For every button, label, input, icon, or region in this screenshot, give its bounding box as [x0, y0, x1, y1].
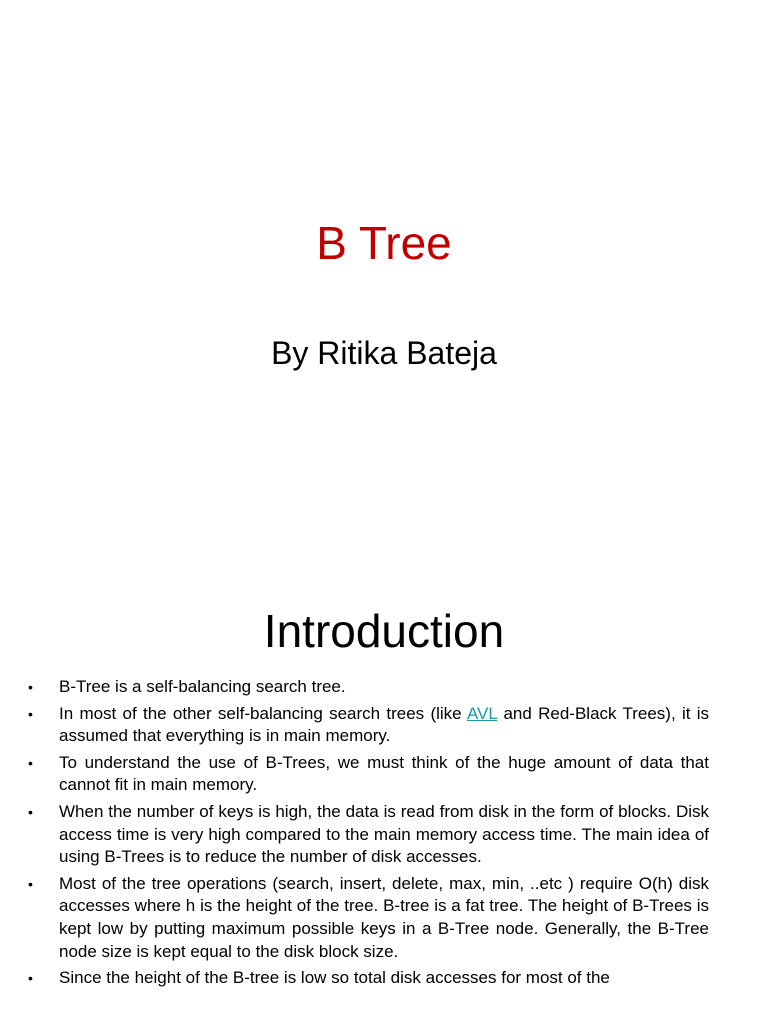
- list-item-text: Since the height of the B-tree is low so total disk accesses for most of the: [59, 968, 610, 988]
- bullet-icon: •: [28, 803, 33, 820]
- list-item-text-before-link: In most of the other self-balancing search trees (like: [59, 703, 467, 723]
- list-item-text: B-Tree is a self-balancing search tree.: [59, 677, 346, 696]
- list-item: [28, 752, 709, 797]
- list-item: [28, 676, 709, 699]
- bullet-icon: •: [28, 970, 33, 987]
- list-item: [28, 801, 709, 869]
- list-item-text-after-link: and Red-Black Trees), it is assumed that everything is in main memory.: [59, 703, 710, 746]
- introduction-bullet-list: [28, 676, 709, 994]
- list-item-text: When the number of keys is high, the data is read from disk in the form of blocks. Disk access time is very high compared to the main memory access time. The main idea of using B-Trees is to reduce the number of disk accesses.: [59, 801, 709, 867]
- slide-title: B Tree: [316, 217, 452, 269]
- list-item-text: Most of the tree operations (search, insert, delete, max, min, ..etc ) require O(h) disk accesses where h is the height of the tree. B-tree is a fat tree. The height of B-Trees is kept low by putting maximum possible keys in a B-Tree node. Generally, the B-Tree node size is kept equal to the disk block size.: [59, 873, 709, 961]
- avl-link[interactable]: AVL: [466, 703, 498, 723]
- list-item: [28, 873, 709, 963]
- bullet-icon: •: [28, 875, 33, 892]
- bullet-icon: •: [28, 754, 33, 771]
- list-item: [28, 967, 709, 990]
- list-item-text: To understand the use of B-Trees, we must think of the huge amount of data that cannot fit in main memory.: [59, 752, 709, 795]
- bullet-icon: •: [28, 705, 33, 722]
- list-item: [28, 703, 709, 748]
- bullet-icon: •: [28, 679, 33, 695]
- section-heading-introduction: Introduction: [263, 605, 505, 657]
- slide-subtitle-author: By Ritika Bateja: [271, 335, 497, 371]
